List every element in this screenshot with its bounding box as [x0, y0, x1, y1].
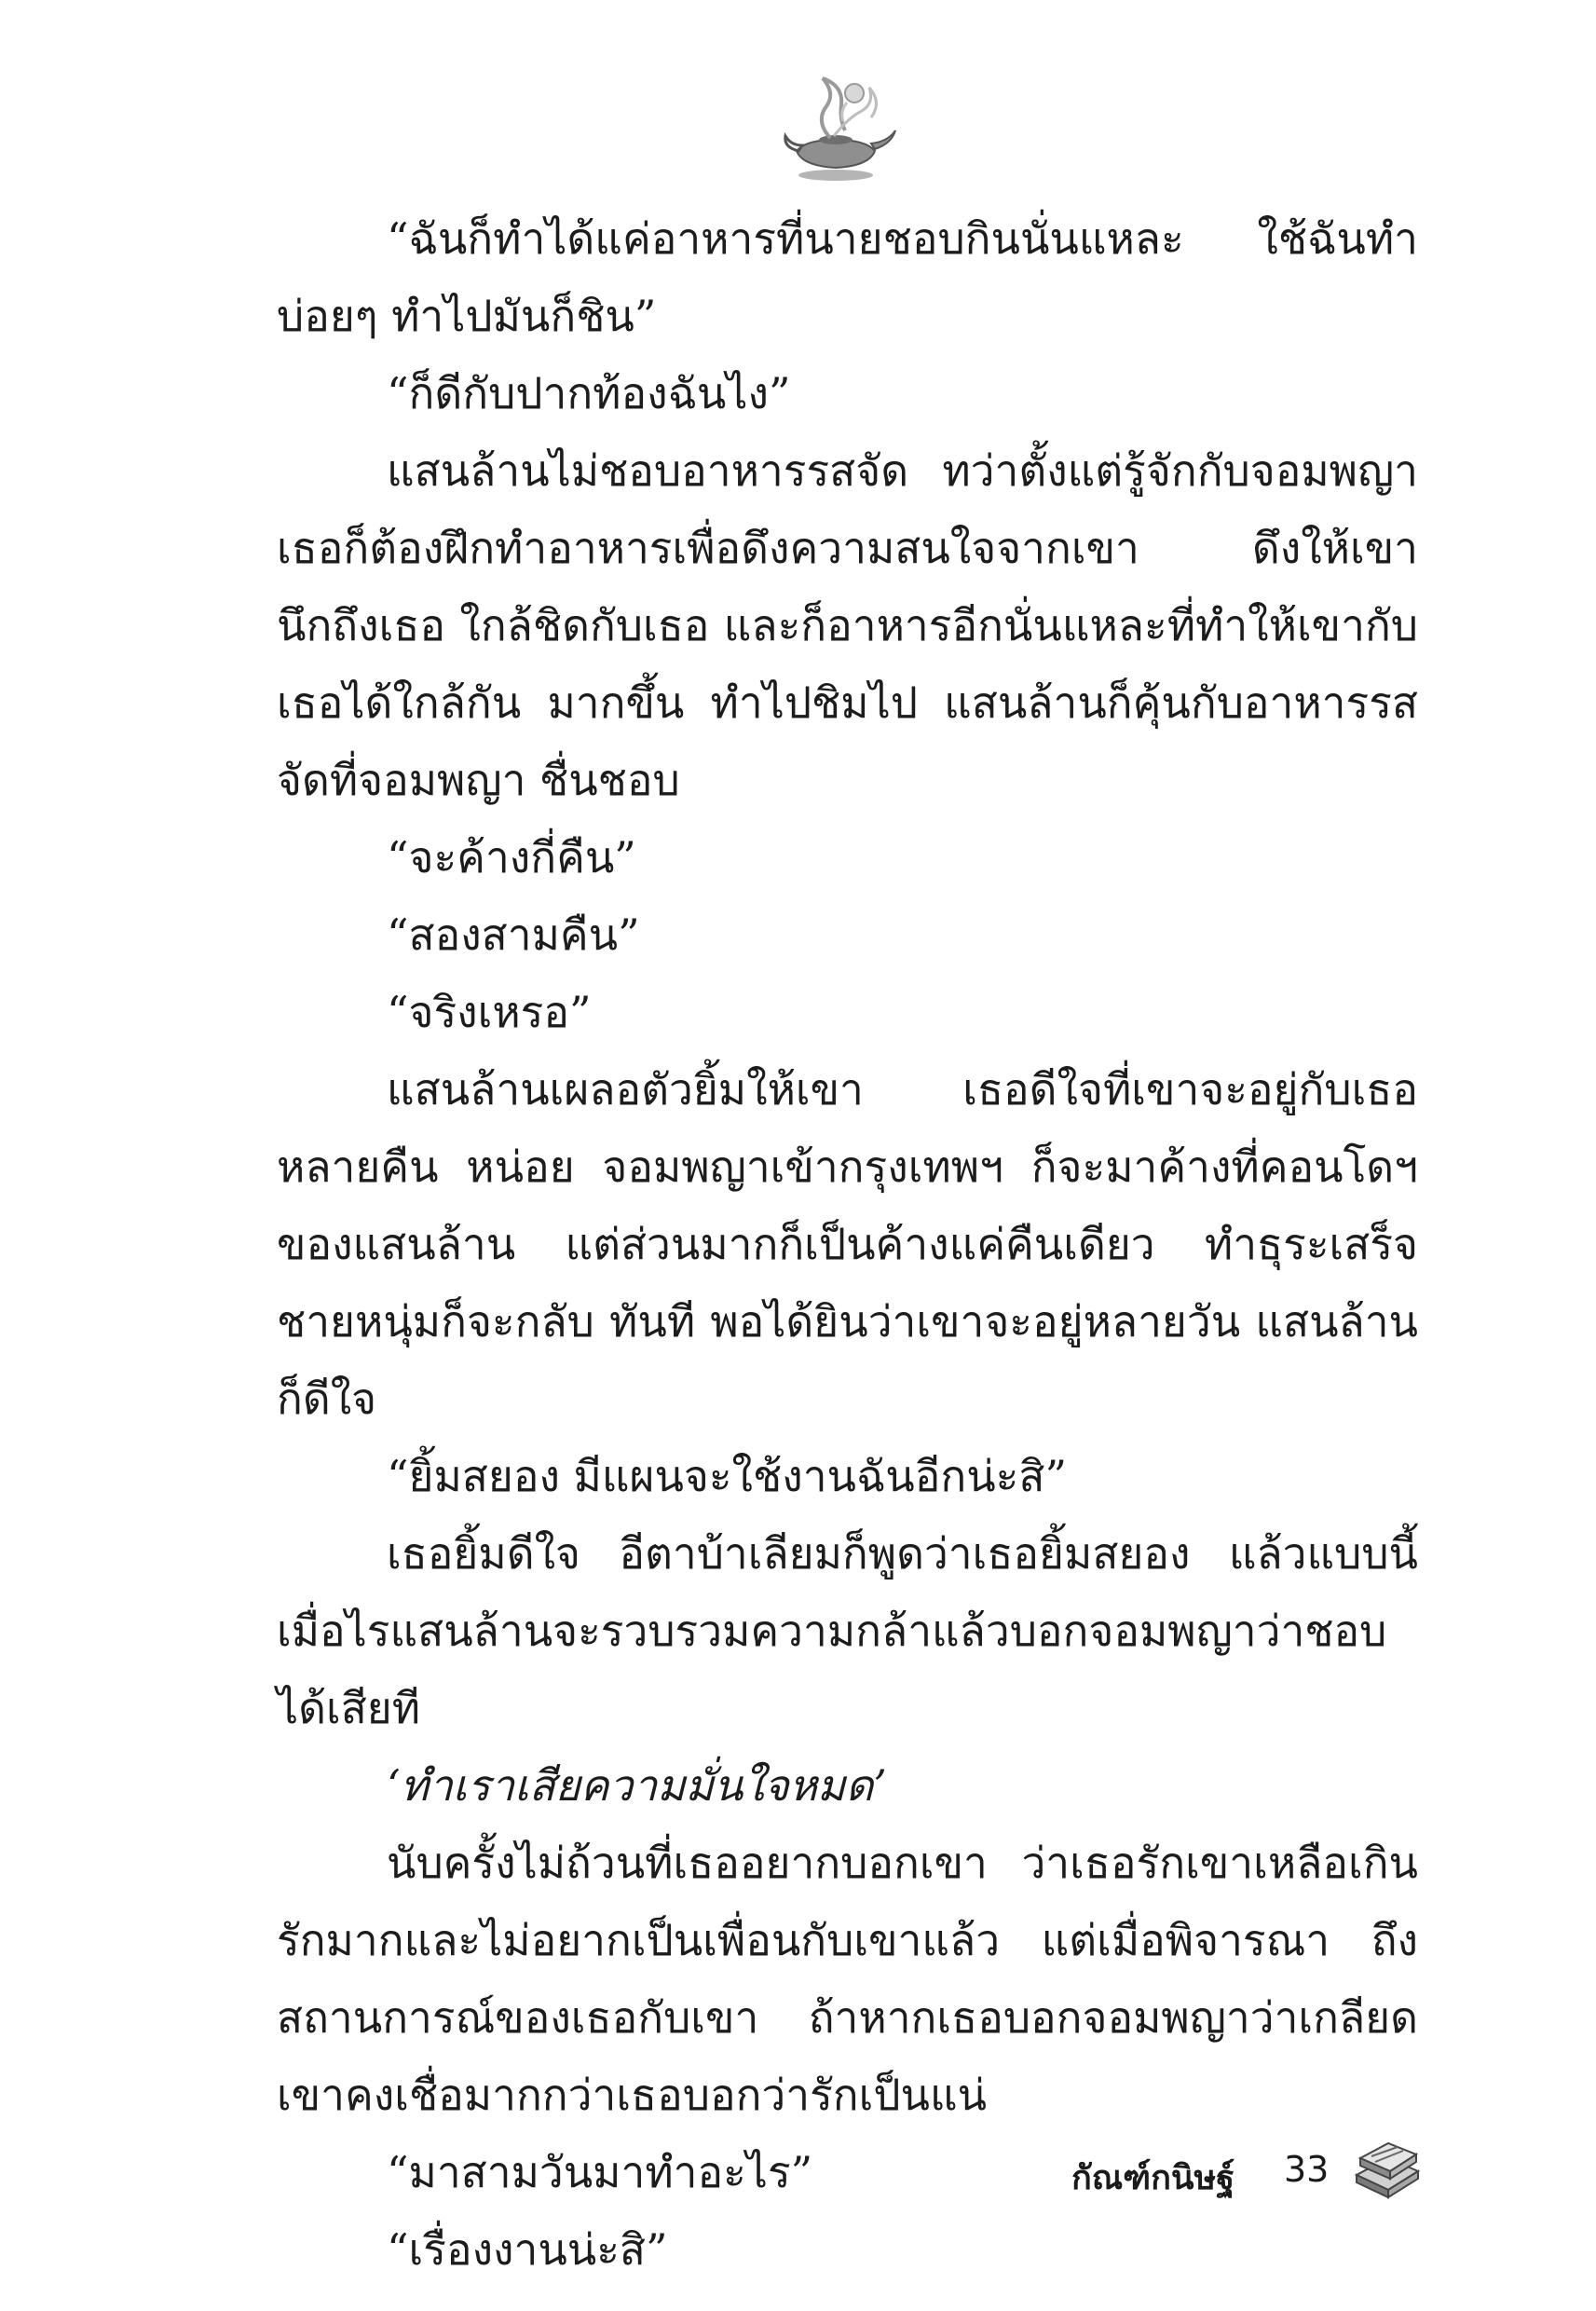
- paragraph-2: “ก็ดีกับปากท้องฉันไง”: [387, 368, 791, 418]
- paragraph-13: “เรื่องงานน่ะสิ”: [387, 2224, 668, 2275]
- page-number: 33: [1284, 2149, 1330, 2190]
- body-text: [277, 200, 1418, 2289]
- paragraph-9: เธอยิ้มดีใจ อีตาบ้าเลียมก็พูดว่าเธอยิ้มสยอง แล้วแบบนี้ เมื่อไรแสนล้านจะรวบรวมความกล้าแล้วบอกจอมพญาว่าชอบ ได้เสียที: [277, 1528, 1418, 1733]
- paragraph-7: แสนล้านเผลอตัวยิ้มให้เขา เธอดีใจที่เขาจะอยู่กับเธอหลายคืน หน่อย จอมพญาเข้ากรุงเทพฯ ก็จะมาค้างที่คอนโดฯ ของแสนล้าน แต่ส่วนมากก็เป็นค้างแค่คืนเดียว ทำธุระเสร็จชายหนุ่มก็จะกลับ ทันที พอได้ยินว่าเขาจะอยู่หลายวัน แสนล้านก็ดีใจ: [277, 1064, 1418, 1424]
- paragraph-8: “ยิ้มสยอง มีแผนจะใช้งานฉันอีกน่ะสิ”: [387, 1451, 1067, 1501]
- book-title: กัณฑ์กนิษฐ์: [1071, 2159, 1235, 2197]
- page-footer: [1071, 2134, 1444, 2208]
- paragraph-3: แสนล้านไม่ชอบอาหารรสจัด ทว่าตั้งแต่รู้จักกับจอมพญา เธอก็ต้องฝึกทำอาหารเพื่อดึงความสนใจจากเขา ดึงให้เขานึกถึงเธอ ใกล้ชิดกับเธอ และก็อาหารอีกนั่นแหละที่ทำให้เขากับเธอได้ใกล้กัน มากขึ้น ทำไปชิมไป แสนล้านก็คุ้นกับอาหารรสจัดที่จอมพญา ชื่นชอบ: [277, 445, 1418, 805]
- paragraph-1: “ฉันก็ทำได้แค่อาหารที่นายชอบกินนั่นแหละ ใช้ฉันทำบ่อยๆ ทำไปมันก็ชิน”: [277, 213, 1418, 341]
- paragraph-12: “มาสามวันมาทำอะไร”: [387, 2147, 813, 2197]
- magic-lamp-icon: [778, 65, 899, 186]
- paragraph-4: “จะค้างกี่คืน”: [387, 832, 636, 882]
- paragraph-5: “สองสามคืน”: [387, 909, 640, 960]
- paragraph-6: “จริงเหรอ”: [387, 987, 592, 1037]
- paragraph-11: นับครั้งไม่ถ้วนที่เธออยากบอกเขา ว่าเธอรักเขาเหลือเกิน รักมากและไม่อยากเป็นเพื่อนกับเขาแล้ว แต่เมื่อพิจารณา ถึงสถานการณ์ของเธอกับเขา ถ้าหากเธอบอกจอมพญาว่าเกลียด เขาคงเชื่อมากกว่าเธอบอกว่ารักเป็นแน่: [277, 1838, 1418, 2120]
- paragraph-10-thought: ‘ทำเราเสียความมั่นใจหมด’: [387, 1760, 887, 1811]
- book-stack-icon: [1351, 2134, 1424, 2205]
